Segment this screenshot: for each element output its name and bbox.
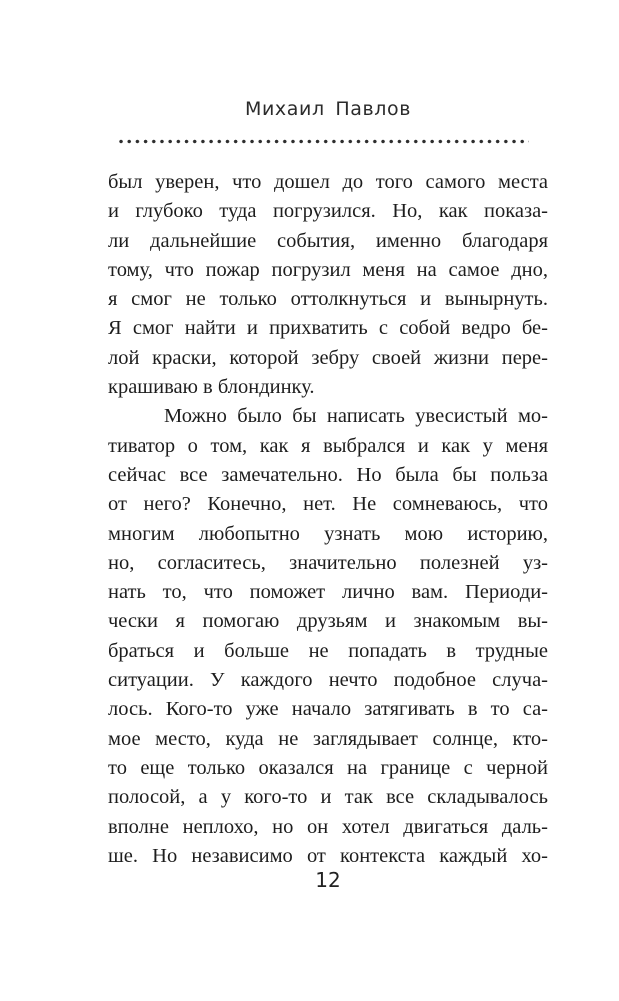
text-line: сейчас все замечательно. Но была бы польза bbox=[108, 463, 548, 486]
text-line: многим любопытно узнать мою историю, bbox=[108, 522, 548, 545]
text-line: но, согласитесь, значительно полезней уз- bbox=[108, 551, 548, 574]
text-line: вполне неплохо, но он хотел двигаться даль- bbox=[108, 815, 548, 838]
text-line: то еще только оказался на границе с черной bbox=[108, 756, 548, 779]
text-line: браться и больше не попадать в трудные bbox=[108, 639, 548, 662]
body-text bbox=[108, 168, 548, 871]
text-line: Можно было бы написать увесистый мо- bbox=[164, 405, 548, 428]
text-line: я смог не только оттолкнуться и вынырнуть. bbox=[108, 288, 548, 311]
text-line: ли дальнейшие события, именно благодаря bbox=[108, 229, 548, 252]
text-line: тому, что пожар погрузил меня на самое дно, bbox=[108, 258, 548, 281]
text-line: от него? Конечно, нет. Не сомневаюсь, что bbox=[108, 493, 548, 516]
text-line: нать то, что поможет лично вам. Периоди- bbox=[108, 581, 548, 604]
text-line: и глубоко туда погрузился. Но, как показа- bbox=[108, 200, 548, 223]
text-line: мое место, куда не заглядывает солнце, кто- bbox=[108, 727, 548, 750]
text-line: тиватор о том, как я выбрался и как у меня bbox=[108, 434, 548, 457]
page-number: 12 bbox=[315, 868, 341, 892]
text-line: был уверен, что дошел до того самого места bbox=[108, 171, 548, 193]
text-line: крашиваю в блондинку. bbox=[108, 376, 315, 399]
text-line: Я смог найти и прихватить с собой ведро бе- bbox=[108, 317, 548, 340]
running-header: Михаил Павлов bbox=[244, 98, 412, 120]
text-line: лой краски, которой зебру своей жизни пере- bbox=[108, 346, 548, 369]
text-line: ситуации. У каждого нечто подобное случа- bbox=[108, 669, 548, 692]
text-line: ше. Но независимо от контекста каждый хо- bbox=[108, 844, 548, 867]
dotted-separator bbox=[119, 139, 529, 144]
text-line: чески я помогаю друзьям и знакомым вы- bbox=[108, 610, 548, 633]
text-line: полосой, а у кого-то и так все складывалось bbox=[108, 786, 548, 809]
text-line: лось. Кого-то уже начало затягивать в то са- bbox=[108, 698, 548, 721]
